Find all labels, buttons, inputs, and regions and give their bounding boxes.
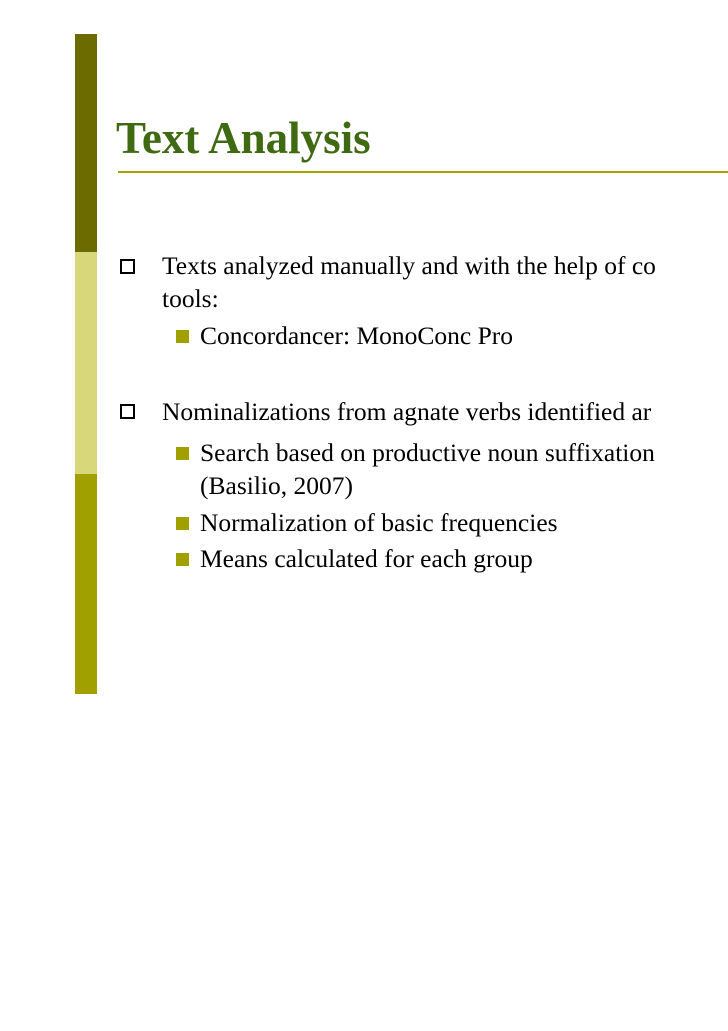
sub-bullet-text-line: Concordancer: MonoConc Pro [200, 321, 514, 350]
bullet-text-line: Texts analyzed manually and with the help of co [162, 251, 656, 280]
sub-bullet-text-line: Means calculated for each group [200, 544, 533, 573]
filled-square-bullet-icon [176, 553, 189, 566]
slide-title: Text Analysis [116, 113, 371, 163]
hollow-square-bullet-icon [120, 259, 135, 274]
filled-square-bullet-icon [176, 330, 189, 343]
bullet-text-line: Nominalizations from agnate verbs identified ar [162, 397, 652, 426]
sub-bullet-text-line: (Basilio, 2007) [200, 471, 353, 500]
filled-square-bullet-icon [176, 517, 189, 530]
hollow-square-bullet-icon [120, 404, 135, 419]
bullet-text-line: tools: [162, 284, 219, 313]
sub-bullet-text-line: Normalization of basic frequencies [200, 508, 558, 537]
sub-bullet-text-line: Search based on productive noun suffixation [200, 438, 655, 467]
filled-square-bullet-icon [176, 447, 189, 460]
